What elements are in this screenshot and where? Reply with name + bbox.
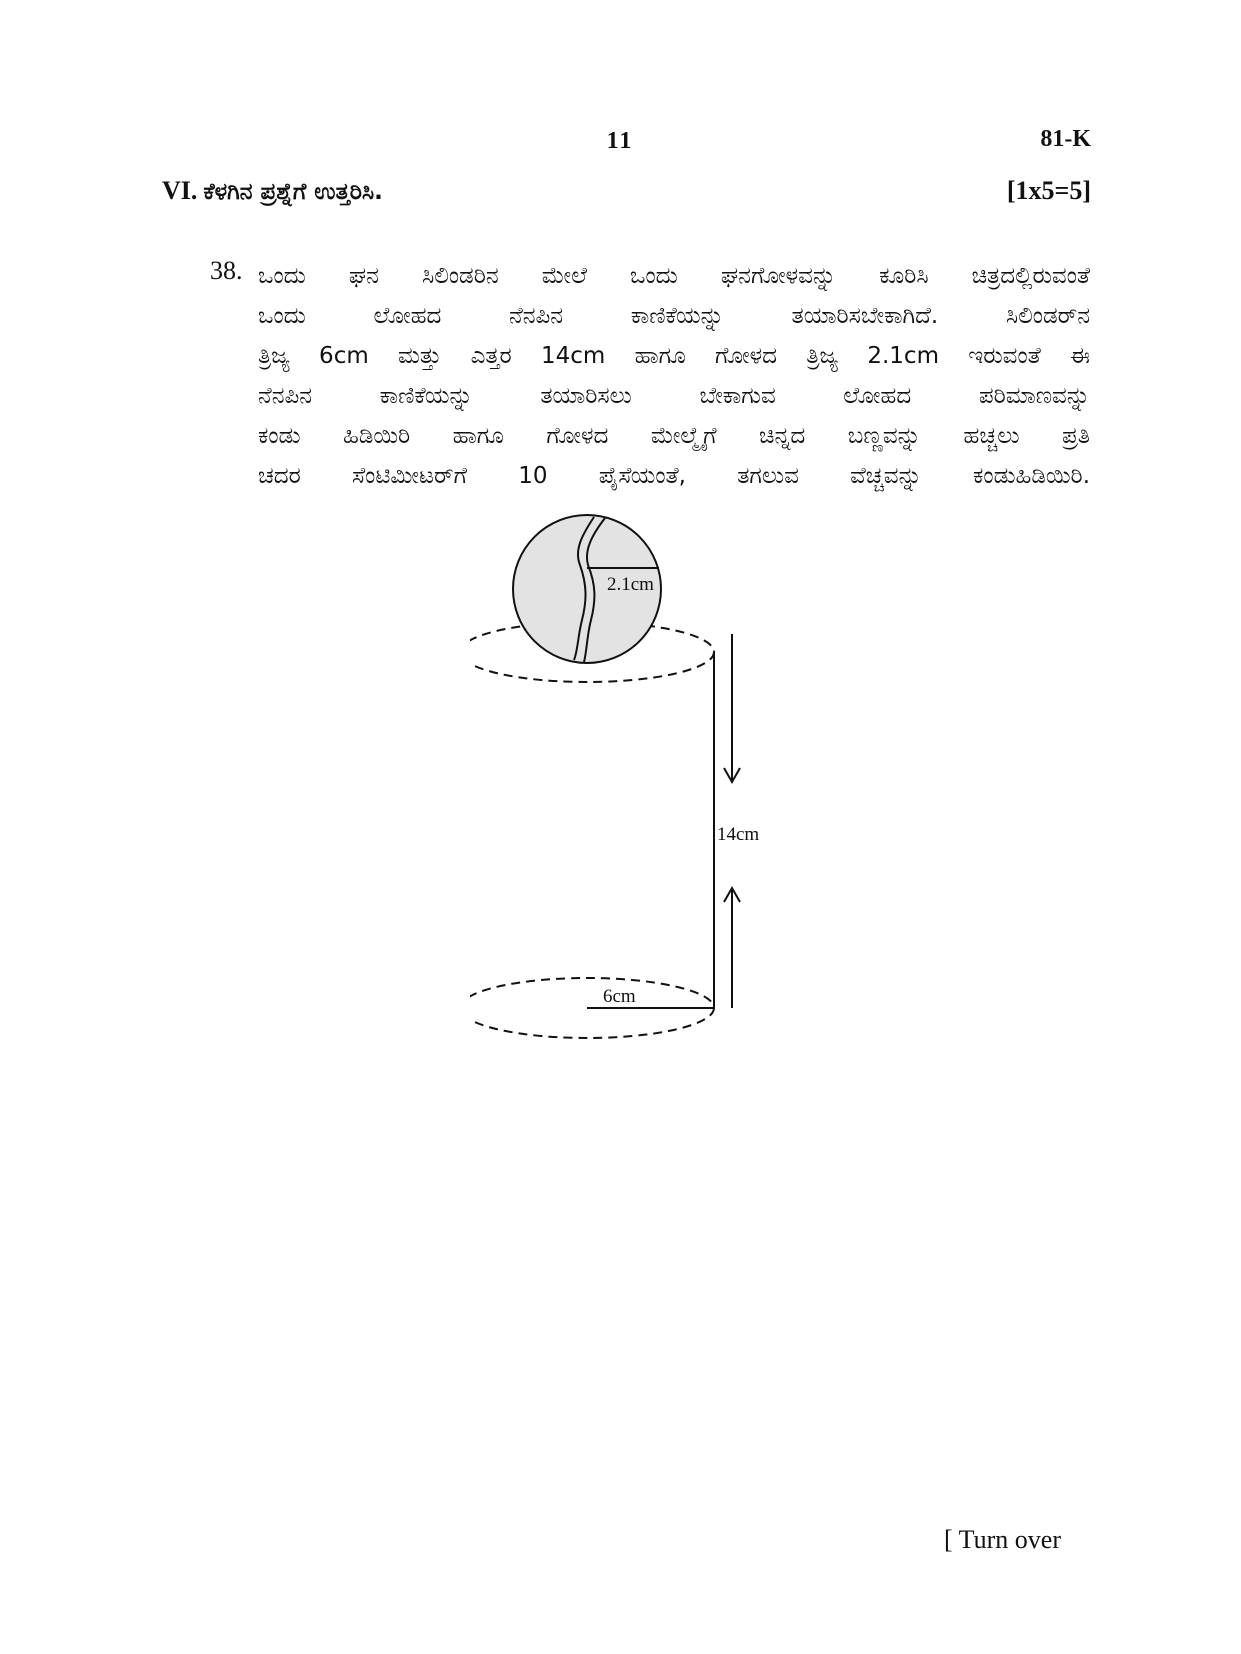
question-line: ಚದರ ಸೆಂಟಿಮೀಟರ್‌ಗೆ 10 ಪೈಸೆಯಂತೆ, ತಗಲುವ ವೆಚ್ಚವನ್ನು ಕಂಡುಹಿಡಿಯಿರಿ.: [258, 463, 1090, 489]
question-line: ಕಂಡು ಹಿಡಿಯಿರಿ ಹಾಗೂ ಗೋಳದ ಮೇಲ್ಮೈಗೆ ಚಿನ್ನದ ಬಣ್ಣವನ್ನು ಹಚ್ಚಲು ಪ್ರತಿ: [258, 423, 1090, 449]
section-number: VI.: [162, 176, 198, 205]
page-number: 11: [606, 128, 634, 154]
sphere-radius-label: 2.1cm: [607, 574, 654, 595]
question-line: ಒಂದು ಲೋಹದ ನೆನಪಿನ ಕಾಣಿಕೆಯನ್ನು ತಯಾರಿಸಬೇಕಾಗಿದೆ. ಸಿಲಿಂಡರ್‌ನ: [258, 303, 1090, 329]
cylinder-height-label: 14cm: [717, 824, 760, 845]
section-title: ಕೆಳಗಿನ ಪ್ರಶ್ನೆಗೆ ಉತ್ತರಿಸಿ.: [203, 179, 383, 205]
paper-code: 81-K: [1040, 126, 1091, 152]
question-text: [258, 256, 1090, 496]
question-line: ನೆನಪಿನ ಕಾಣಿಕೆಯನ್ನು ತಯಾರಿಸಲು ಬೇಕಾಗುವ ಲೋಹದ ಪರಿಮಾಣವನ್ನು: [258, 383, 1090, 409]
question-38: [210, 256, 1090, 496]
cylinder-sphere-figure: [470, 510, 830, 1110]
question-line: ಒಂದು ಘನ ಸಿಲಿಂಡರಿನ ಮೇಲೆ ಒಂದು ಘನಗೋಳವನ್ನು ಕೂರಿಸಿ ಚಿತ್ರದಲ್ಲಿರುವಂತೆ: [258, 263, 1090, 289]
turn-over-note: [ Turn over: [943, 1525, 1061, 1554]
section-heading: [162, 176, 383, 206]
question-number: 38.: [210, 256, 243, 285]
cylinder-radius-label: 6cm: [603, 986, 636, 1007]
question-line: ತ್ರಿಜ್ಯ 6cm ಮತ್ತು ಎತ್ತರ 14cm ಹಾಗೂ ಗೋಳದ ತ್ರಿಜ್ಯ 2.1cm ಇರುವಂತೆ ಈ: [258, 343, 1090, 369]
section-marks: [1x5=5]: [1006, 176, 1091, 205]
